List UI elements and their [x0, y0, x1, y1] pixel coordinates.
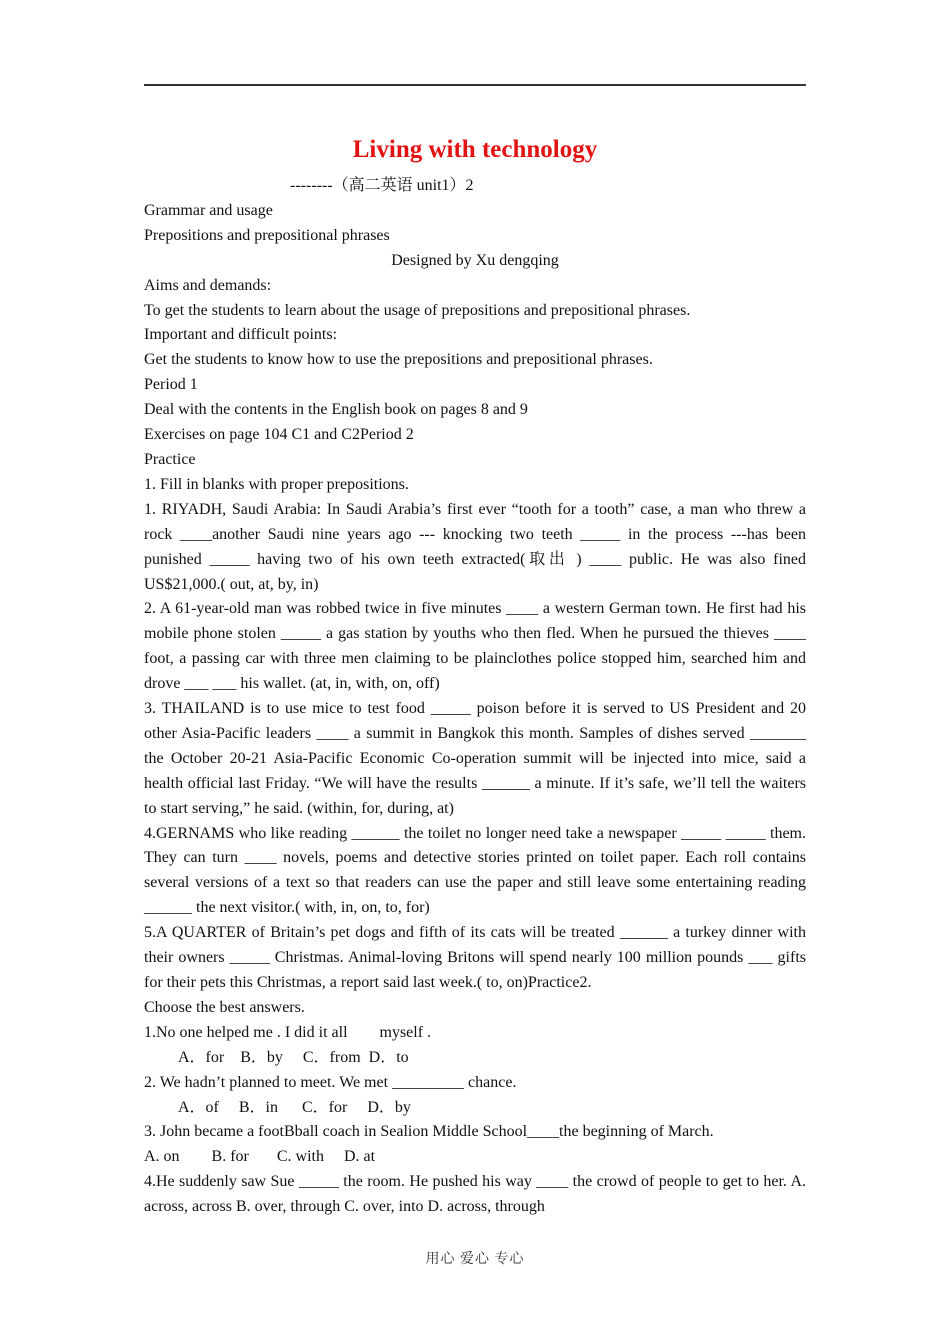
question-2-options: A．of B．in C．for D．by	[178, 1098, 411, 1116]
exercise-paragraph-2: 2. A 61-year-old man was robbed twice in five minutes ____ a western German town. He first had his mobile phone stolen _____ a gas station by youths who then fled. When he pursued the thieves ____ foot, a passing car with three men claiming to be plainclothes police stopped him, searched him and drove ___ ___ his wallet. (at, in, with, on, off)	[144, 600, 806, 693]
exercise-paragraph-3: 3. THAILAND is to use mice to test food _____ poison before it is served to US President and 20 other Asia-Pacific leaders ____ a summit in Bangkok this month. Samples of dishes served _______ the October 20-21 Asia-Pacific Economic Co-operation summit will be injected into mice, said a health official last Friday. “We will have the results ______ a minute. If it’s safe, we’ll tell the waiters to start serving,” he said. (within, for, during, at)	[144, 700, 806, 817]
question-3-options: A. on B. for C. with D. at	[144, 1148, 376, 1166]
fill-heading: 1. Fill in blanks with proper prepositions.	[144, 475, 409, 493]
points-text: Get the students to know how to use the prepositions and prepositional phrases.	[144, 351, 653, 369]
header-rule	[144, 84, 806, 86]
question-2: 2. We hadn’t planned to meet. We met _________ chance.	[144, 1073, 517, 1091]
practice-line: Practice	[144, 450, 196, 468]
subtitle: --------（高二英语 unit1）2	[290, 177, 474, 194]
exercise-paragraph-1: 1. RIYADH, Saudi Arabia: In Saudi Arabia’s first ever “tooth for a tooth” case, a man who threw a rock ____another Saudi nine years ago --- knocking two teeth _____ in the process ---has been punished _____ having two of his own teeth extracted(取出 ) ____ public. He was also fined US$21,000.( out, at, by, in)	[144, 500, 806, 593]
aims-heading: Aims and demands:	[144, 276, 272, 294]
exercise-paragraph-4: 4.GERNAMS who like reading ______ the toilet no longer need take a newspaper _____ _____ them. They can turn ____ novels, poems and detective stories printed on toilet paper. Each roll contains several versions of a text so that readers can use the paper and still leave some entertaining reading ______ the next visitor.( with, in, on, to, for)	[144, 824, 806, 917]
exercises-line: Exercises on page 104 C1 and C2Period 2	[144, 426, 414, 444]
choose-heading: Choose the best answers.	[144, 998, 305, 1016]
aims-text: To get the students to learn about the usage of prepositions and prepositional phrases.	[144, 301, 691, 319]
designer-line: Designed by Xu dengqing	[391, 251, 559, 269]
page-footer: 用心 爱心 专心	[425, 1252, 525, 1267]
points-heading: Important and difficult points:	[144, 326, 338, 344]
question-1: 1.No one helped me . I did it all myself .	[144, 1023, 432, 1041]
period-line: Period 1	[144, 376, 198, 394]
exercise-paragraph-5: 5.A QUARTER of Britain’s pet dogs and fifth of its cats will be treated ______ a turkey dinner with their owners _____ Christmas. Animal-loving Britons will spend nearly 100 million pounds ___ gifts for their pets this Christmas, a report said last week.( to, on)Practice2.	[144, 924, 806, 991]
deal-line: Deal with the contents in the English book on pages 8 and 9	[144, 401, 528, 419]
document-title: Living with technology	[352, 136, 598, 163]
grammar-line: Grammar and usage	[144, 201, 273, 219]
topic-line: Prepositions and prepositional phrases	[144, 226, 390, 244]
question-4: 4.He suddenly saw Sue _____ the room. He pushed his way ____ the crowd of people to get to her. A. across, across B. over, through C. over, into D. across, through	[144, 1173, 806, 1216]
document-body	[144, 174, 806, 1220]
question-3: 3. John became a footBball coach in Sealion Middle School____the beginning of March.	[144, 1123, 714, 1141]
question-1-options: A．for B．by C．from D．to	[178, 1048, 409, 1066]
